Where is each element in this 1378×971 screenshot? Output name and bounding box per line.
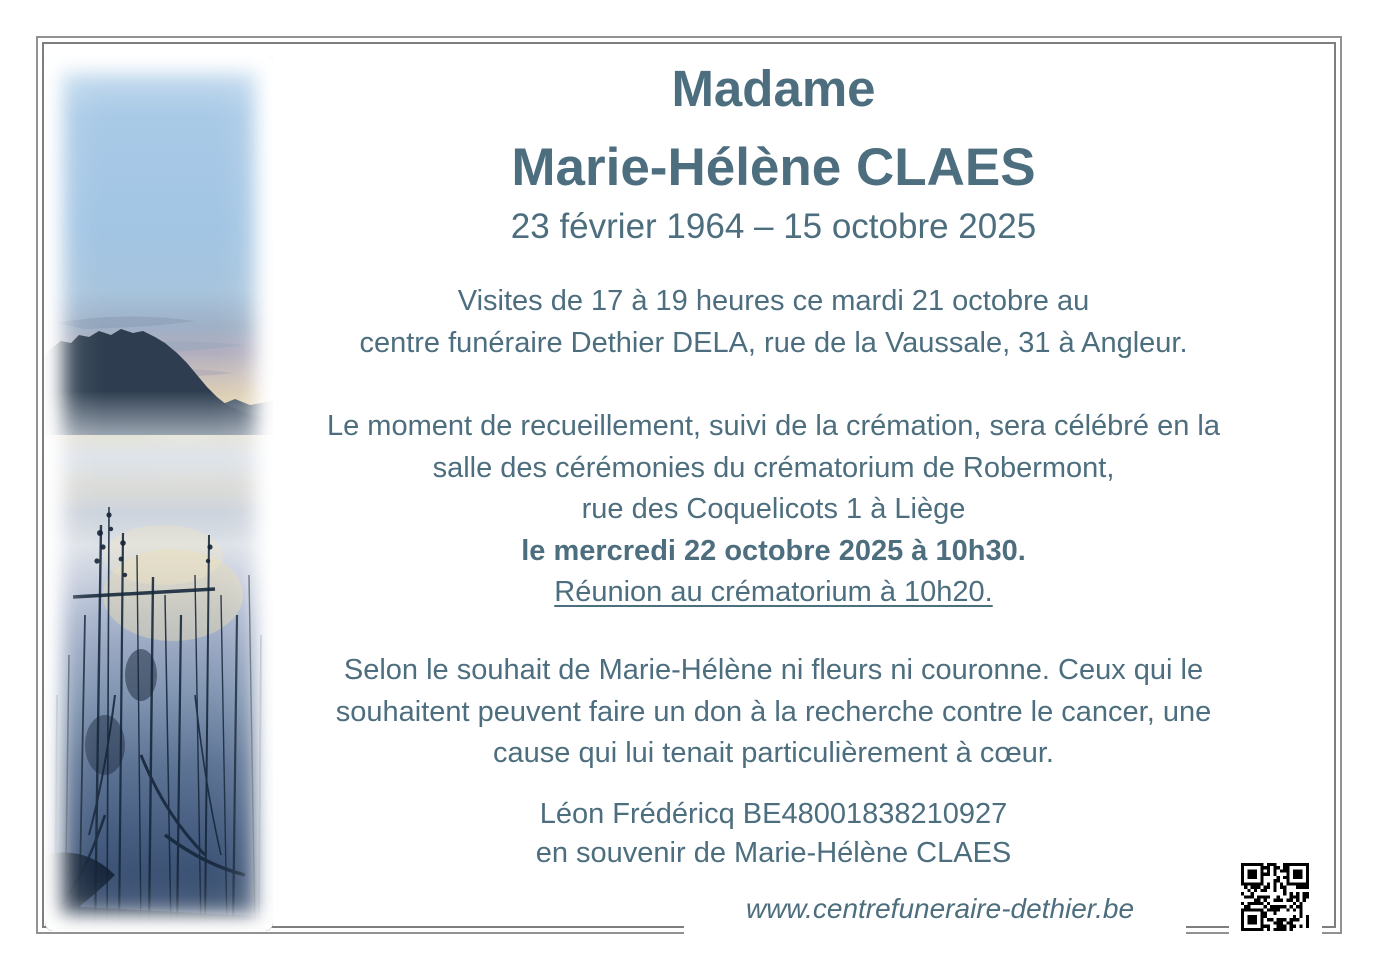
- salutation-title: Madame: [671, 60, 876, 117]
- donation-wish-paragraph: [282, 650, 1265, 775]
- text-line: cause qui lui tenait particulièrement à cœur.: [493, 737, 1054, 769]
- birth-death-dates: 23 février 1964 – 15 octobre 2025: [510, 207, 1037, 246]
- bank-account-line: Léon Frédéricq BE48001838210927: [539, 798, 1008, 830]
- text-line: Le moment de recueillement, suivi de la crémation, sera célébré en la: [326, 410, 1220, 442]
- deceased-name: Marie-Hélène CLAES: [511, 138, 1036, 197]
- sunrise-lake-photo: [45, 55, 273, 931]
- qr-code: [1239, 862, 1311, 932]
- ceremony-datetime-line: le mercredi 22 octobre 2025 à 10h30.: [521, 534, 1026, 567]
- text-line: salle des cérémonies du crématorium de Robermont,: [432, 451, 1115, 484]
- photo-landscape-art: [45, 55, 273, 931]
- text-line: Selon le souhait de Marie-Hélène ni fleurs ni couronne. Ceux qui le: [343, 654, 1204, 686]
- meeting-time-line: Réunion au crématorium à 10h20.: [554, 576, 993, 608]
- funeral-home-website: www.centrefuneraire-dethier.be: [745, 893, 1135, 924]
- text-line: centre funéraire Dethier DELA, rue de la Vaussale, 31 à Angleur.: [359, 326, 1188, 359]
- text-line: souhaitent peuvent faire un don à la recherche contre le cancer, une: [335, 695, 1212, 728]
- text-line: Visites de 17 à 19 heures ce mardi 21 octobre au: [457, 285, 1090, 317]
- bank-account-paragraph: [282, 795, 1265, 873]
- visits-paragraph: [282, 281, 1265, 364]
- ceremony-paragraph: [282, 406, 1265, 614]
- in-memory-line: en souvenir de Marie-Hélène CLAES: [535, 837, 1012, 869]
- text-line: rue des Coquelicots 1 à Liège: [581, 493, 966, 525]
